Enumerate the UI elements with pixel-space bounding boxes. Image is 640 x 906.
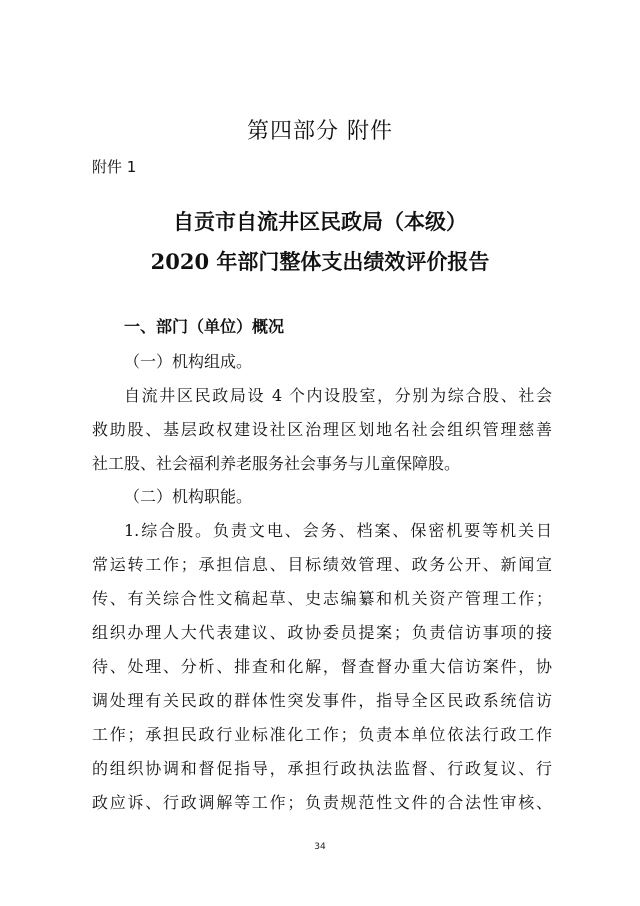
report-title-line-2: 2020 年部门整体支出绩效评价报告	[150, 249, 490, 274]
subheading-organization: （一）机构组成。	[124, 352, 253, 371]
paragraph-line: 待、处理、分析、排查和化解，督查督办重大信访案件，协	[92, 657, 552, 676]
paragraph-line: 传、有关综合性文稿起草、史志编纂和机关资产管理工作；	[92, 589, 552, 608]
paragraph-line: 的组织协调和督促指导，承担行政执法监督、行政复议、行	[92, 759, 552, 778]
paragraph-line: 组织办理人大代表建议、政协委员提案；负责信访事项的接	[92, 623, 552, 642]
attachment-label: 附件 1	[92, 158, 137, 176]
paragraph-line: 救助股、基层政权建设社区治理区划地名社会组织管理慈善	[92, 420, 552, 439]
paragraph-line: 工作；承担民政行业标准化工作；负责本单位依法行政工作	[92, 725, 552, 744]
page-number: 34	[314, 842, 326, 852]
heading-department-overview: 一、部门（单位）概况	[124, 317, 285, 336]
paragraph-line: 社工股、社会福利养老服务社会事务与儿童保障股。	[92, 454, 461, 473]
paragraph-line: 自流井区民政局设 4 个内设股室，分别为综合股、社会	[124, 386, 552, 405]
paragraph-line: 常运转工作；承担信息、目标绩效管理、政务公开、新闻宣	[92, 555, 552, 574]
paragraph-line: 1.综合股。负责文电、会务、档案、保密机要等机关日	[124, 521, 552, 540]
section-title: 第四部分 附件	[247, 119, 393, 144]
paragraph-line: 政应诉、行政调解等工作；负责规范性文件的合法性审核、	[92, 793, 552, 812]
paragraph-line: 调处理有关民政的群体性突发事件，指导全区民政系统信访	[92, 691, 552, 710]
report-title-line-1: 自贡市自流井区民政局（本级）	[173, 209, 467, 234]
subheading-functions: （二）机构职能。	[124, 487, 253, 506]
